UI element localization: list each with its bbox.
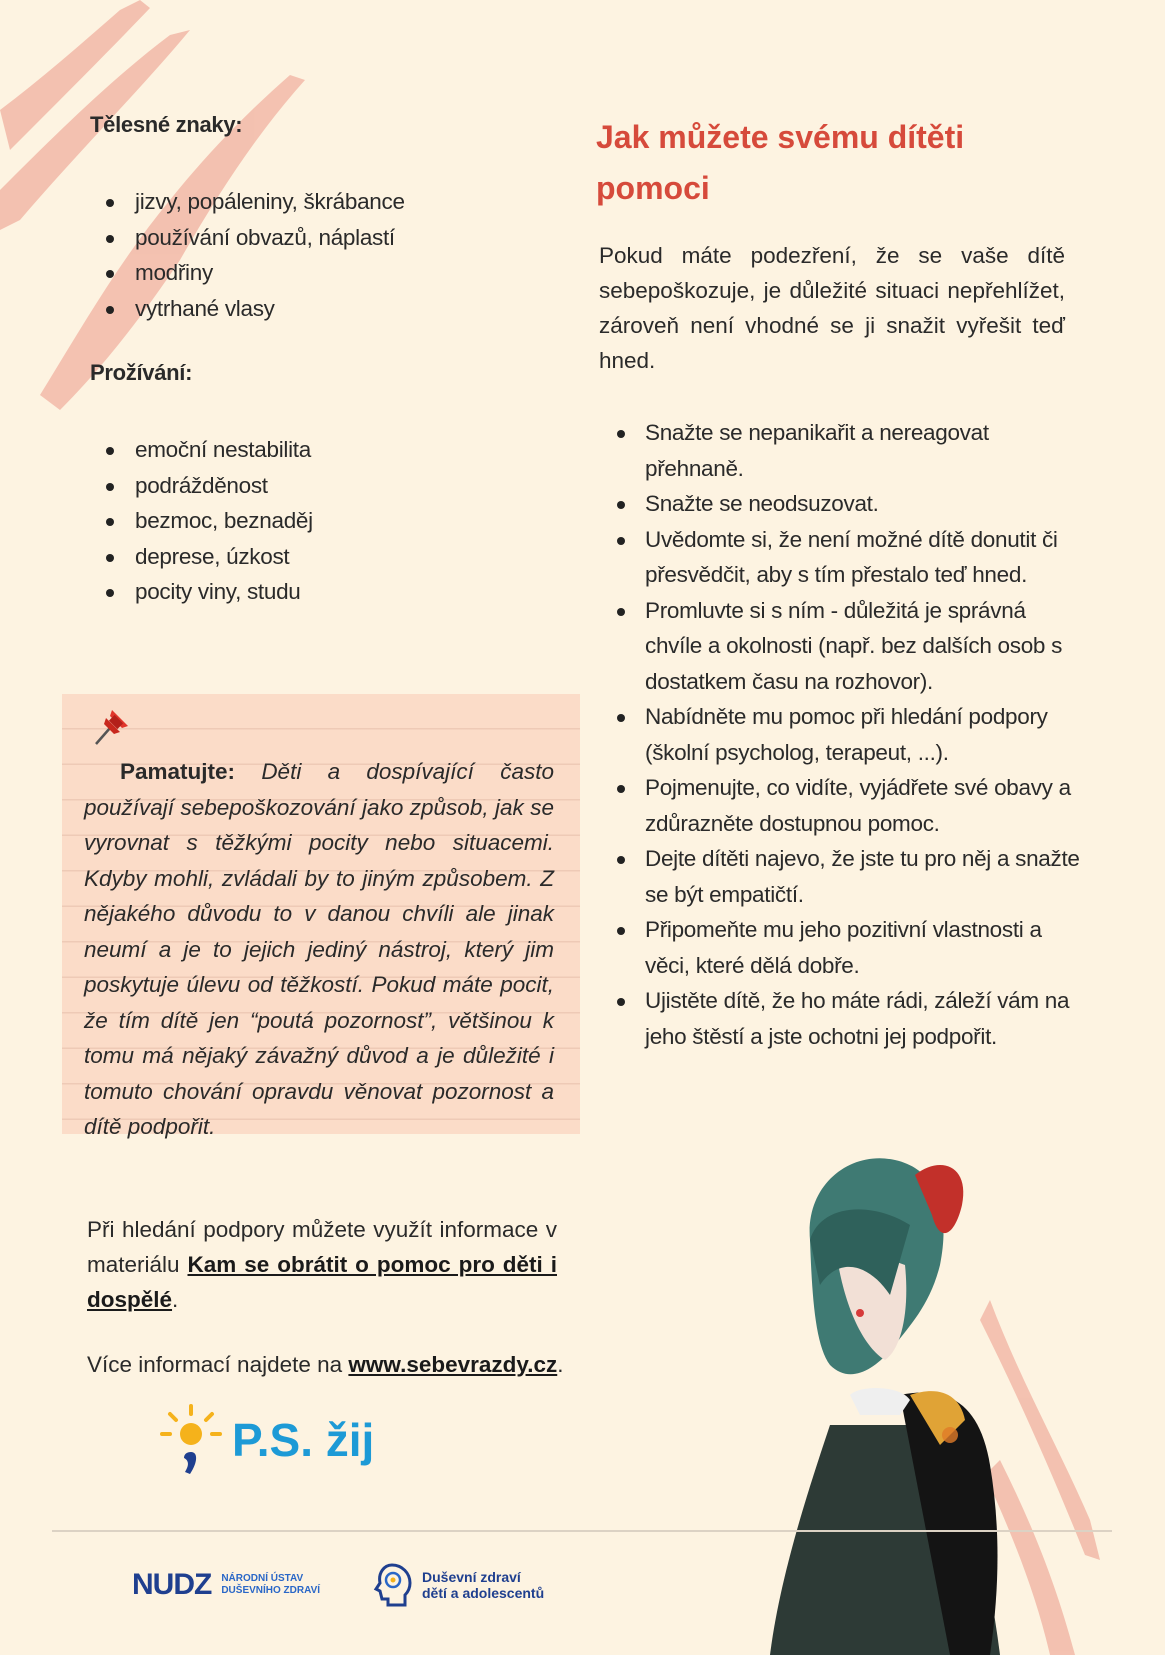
list-item: Ujistěte dítě, že ho máte rádi, záleží vám na jeho štěstí a jste ochotni jej podpořit. — [600, 983, 1080, 1054]
physical-signs-heading: Tělesné znaky: — [90, 112, 243, 137]
list-item: jizvy, popáleniny, škrábance — [90, 184, 530, 220]
website-link[interactable]: www.sebevrazdy.cz — [348, 1352, 558, 1377]
ps-zij-wordmark: P.S. žij — [232, 1414, 375, 1466]
more-prefix: Více informací najdete na — [87, 1352, 349, 1377]
list-item: Snažte se nepanikařit a nereagovat přehnaně. — [600, 415, 1080, 486]
more-suffix: . — [557, 1352, 564, 1377]
nudz-line-2: DUŠEVNÍHO ZDRAVÍ — [221, 1585, 321, 1596]
help-title: Jak můžete svému dítěti pomoci — [596, 119, 965, 206]
help-intro: Pokud máte podezření, že se vaše dítě sebepoškozuje, je důležité situaci nepřehlížet, zároveň není vhodné se ji snažit vyřešit teď hned. — [599, 243, 1065, 373]
remember-note — [62, 694, 580, 1139]
list-item: modřiny — [90, 255, 530, 291]
list-item: Pojmenujte, co vidíte, vyjádřete své obavy a zdůrazněte dostupnou pomoc. — [600, 770, 1080, 841]
list-item: Snažte se neodsuzovat. — [600, 486, 1080, 522]
list-item: Uvědomte si, že není možné dítě donutit či přesvědčit, aby s tím přestalo teď hned. — [600, 522, 1080, 593]
list-item: bezmoc, beznaděj — [90, 503, 530, 539]
list-item: Nabídněte mu pomoc při hledání podpory (školní psycholog, terapeut, ...). — [600, 699, 1080, 770]
pushpin-icon — [90, 704, 134, 748]
list-item: deprese, úzkost — [90, 539, 530, 575]
head-brain-icon — [372, 1563, 412, 1607]
ddz-logo — [372, 1563, 544, 1607]
support-text — [87, 1212, 557, 1317]
support-suffix: . — [172, 1287, 179, 1312]
ddz-line-1: Duševní zdraví — [422, 1569, 521, 1585]
nudz-subtitle — [221, 1573, 320, 1597]
list-item: používání obvazů, náplastí — [90, 220, 530, 256]
remember-note-text — [84, 754, 554, 1145]
sun-semicolon-icon — [160, 1404, 222, 1476]
list-item: Dejte dítěti najevo, že jste tu pro něj a snažte se být empatičtí. — [600, 841, 1080, 912]
nudz-logo — [132, 1568, 320, 1602]
ddz-line-2: dětí a adolescentů — [422, 1585, 545, 1601]
remember-body: Děti a dospívající často používají sebepoškozování jako způsob, jak se vyrovnat s těžkými pocity nebo situacemi. Kdyby mohli, zvládali by to jiným způsobem. Z nějakého důvodu to v danou chvíli ale jinak neumí a je to jejich jediný nástroj, který jim poskytuje úlevu od těžkostí. Pokud máte pocit, že tím dítě jen “poutá pozornost”, většinou k tomu má nějaký závažný důvod a je důležité i tomuto chování opravdu věnovat pozornost a dítě podpořit. — [84, 759, 554, 1139]
feelings-list — [90, 432, 530, 610]
support-prefix: Při hledání podpory můžete využít informace v materiálu — [87, 1217, 557, 1277]
divider — [52, 1530, 1112, 1532]
list-item: Promluvte si s ním - důležitá je správná chvíle a okolnosti (např. bez dalších osob s dostatkem času na rozhovor). — [600, 593, 1080, 700]
remember-label: Pamatujte: — [120, 759, 236, 784]
list-item: pocity viny, studu — [90, 574, 530, 610]
list-item: vytrhané vlasy — [90, 291, 530, 327]
physical-signs-list — [90, 184, 530, 326]
nudz-line-1: NÁRODNÍ ÚSTAV — [221, 1573, 304, 1584]
ps-zij-logo — [160, 1404, 374, 1476]
physical-signs-section — [90, 112, 530, 610]
more-info-text — [87, 1352, 564, 1378]
list-item: podrážděnost — [90, 468, 530, 504]
nudz-wordmark: NUDZ — [132, 1568, 212, 1601]
ddz-text — [422, 1569, 544, 1601]
list-item: emoční nestabilita — [90, 432, 530, 468]
help-list — [600, 415, 1080, 1054]
support-link[interactable]: Kam se obrátit o pomoc pro děti i dospělé — [87, 1252, 557, 1312]
feelings-heading: Prožívání: — [90, 360, 193, 385]
list-item: Připomeňte mu jeho pozitivní vlastnosti a věci, které dělá dobře. — [600, 912, 1080, 983]
girl-illustration — [700, 1145, 1060, 1655]
